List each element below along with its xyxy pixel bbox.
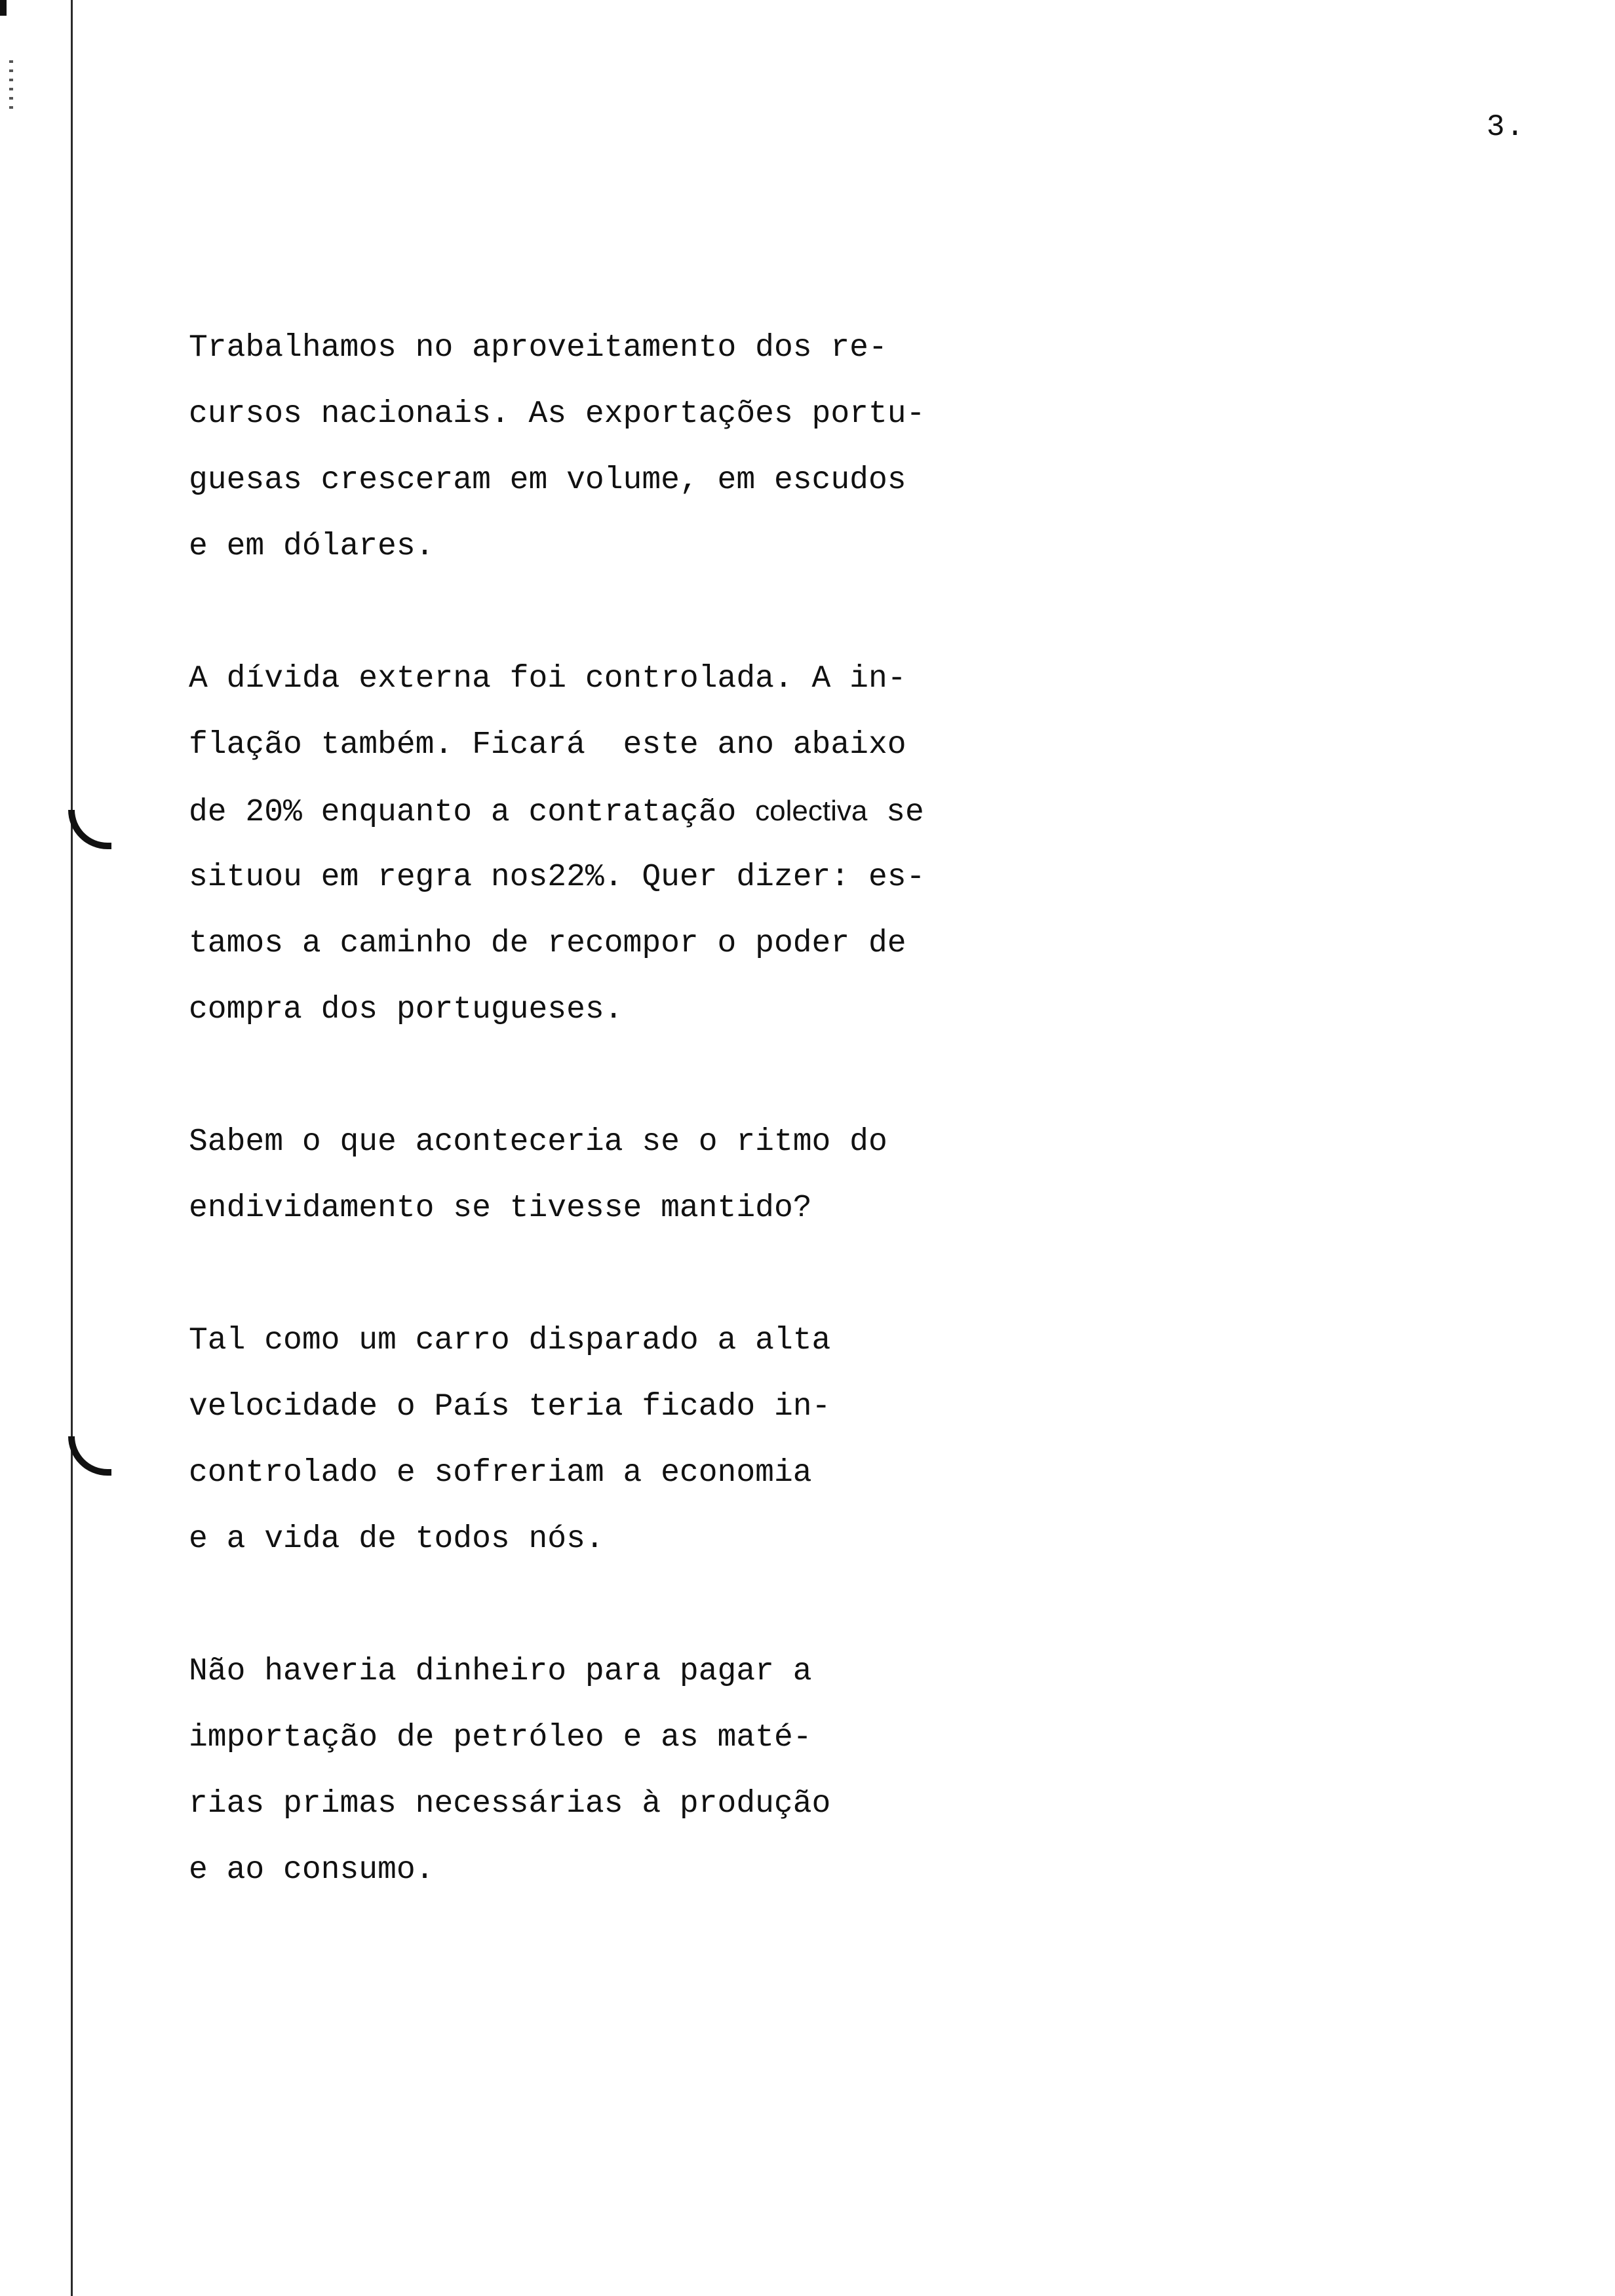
- text-line: endividamento se tivesse mantido?: [189, 1191, 812, 1226]
- text-line: A dívida externa foi controlada. A in-: [189, 661, 906, 697]
- text-line: velocidade o País teria ficado in-: [189, 1389, 831, 1425]
- paragraph-2: [189, 659, 1041, 1056]
- binder-hole-mark: [68, 810, 111, 849]
- text-line: Tal como um carro disparado a alta: [189, 1323, 831, 1358]
- text-line: Sabem o que aconteceria se o ritmo do: [189, 1124, 887, 1160]
- paragraph-3: [189, 1122, 1041, 1254]
- paragraph-5: [189, 1651, 1041, 1916]
- inserted-word: colectiva: [755, 795, 868, 827]
- scan-speck: [0, 0, 7, 16]
- text-line: tamos a caminho de recompor o poder de: [189, 926, 906, 961]
- text-line: guesas cresceram em volume, em escudos: [189, 463, 906, 498]
- scan-speck-dots: [9, 60, 13, 110]
- binding-margin-line: [71, 0, 73, 2296]
- body-text: [189, 328, 1041, 1982]
- text-line: e em dólares.: [189, 529, 435, 564]
- text-line: e a vida de todos nós.: [189, 1521, 604, 1557]
- binder-hole-mark: [68, 1436, 111, 1476]
- text-line: Trabalhamos no aproveitamento dos re-: [189, 330, 887, 366]
- text-line: cursos nacionais. As exportações portu-: [189, 396, 925, 432]
- text-line: situou em regra nos22%. Quer dizer: es-: [189, 860, 925, 895]
- text-line: compra dos portugueses.: [189, 992, 623, 1027]
- text-segment: de 20% enquanto a contratação: [189, 795, 756, 830]
- text-line: controlado e sofreriam a economia: [189, 1455, 812, 1491]
- page-number: 3.: [1487, 110, 1526, 144]
- text-line: e ao consumo.: [189, 1852, 435, 1888]
- text-line: Não haveria dinheiro para pagar a: [189, 1654, 812, 1689]
- paragraph-4: [189, 1320, 1041, 1585]
- paragraph-1: [189, 328, 1041, 592]
- text-line: importação de petróleo e as maté-: [189, 1720, 812, 1755]
- text-segment: se: [867, 795, 924, 830]
- text-line: rias primas necessárias à produção: [189, 1786, 831, 1822]
- text-line-with-insertion: [189, 791, 1041, 857]
- text-line: flação também. Ficará este ano abaixo: [189, 727, 906, 763]
